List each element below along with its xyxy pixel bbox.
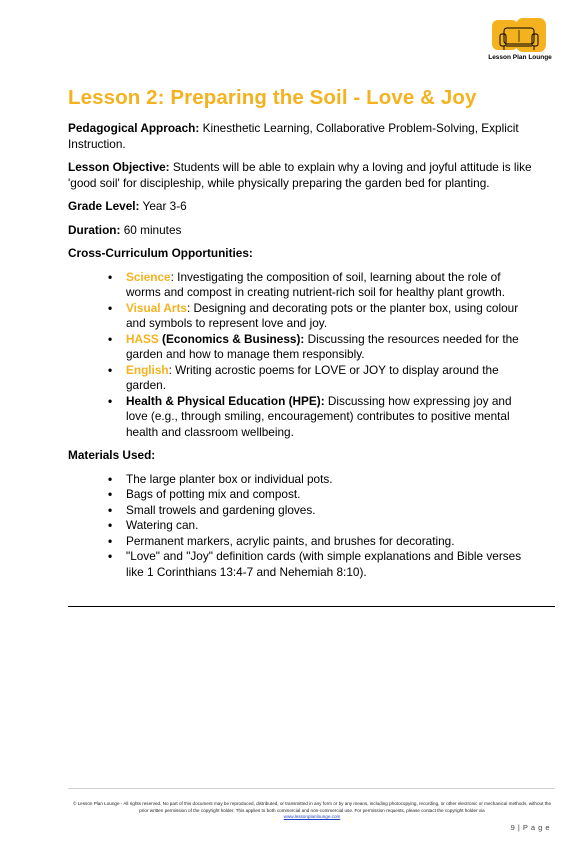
duration-paragraph [68, 223, 532, 239]
materials-heading: Materials Used: [68, 448, 156, 462]
list-item: • The large planter box or individual pots. [108, 472, 532, 488]
subject-english: English [126, 362, 169, 377]
duration-value: 60 minutes [120, 222, 182, 237]
duration-label: Duration: [68, 222, 121, 237]
page-title: Lesson 2: Preparing the Soil - Love & Joy [68, 86, 477, 109]
list-item: • Small trowels and gardening gloves. [108, 503, 532, 519]
objective-label: Lesson Objective: [68, 160, 170, 174]
subject-hass: HASS [126, 331, 159, 346]
grade-label: Grade Level: [68, 199, 140, 213]
copyright-text: © Lesson Plan Lounge - All rights reserved. No part of this document may be reproduced, distributed, or transmitted in any form or by any means, including photocopying, recording, or other electronic or mechanical methods, without the prior written permission of the copyright holder. This applies to both commercial and non-commercial use. For permission requests, please contact the copyright holder via [72, 801, 552, 813]
list-item-text: : Investigating the composition of soil, learning about the role of worms and compost in creating nutrient-rich soil for healthy plant growth. [126, 269, 505, 299]
list-item [108, 394, 532, 441]
list-item: • "Love" and "Joy" definition cards (with simple explanations and Bible verses like 1 Corinthians 13:4-7 and Nehemiah 8:10). [108, 549, 532, 580]
section-divider [68, 606, 555, 607]
objective-value: Students will be able to explain why a loving and joyful attitude is like 'good soil' for discipleship, while physically preparing the garden bed for planting. [68, 160, 532, 190]
approach-value: Kinesthetic Learning, Collaborative Problem-Solving, Explicit Instruction. [68, 121, 519, 151]
logo-text: Lesson Plan Lounge [488, 54, 552, 61]
list-item [108, 301, 532, 332]
list-item: • Watering can. [108, 518, 532, 534]
list-item: • Permanent markers, acrylic paints, and brushes for decorating. [108, 534, 532, 550]
list-item-text: Discussing how expressing joy and love (e.g., through smiling, encouragement) contributes to positive mental health and classroom wellbeing. [126, 393, 512, 439]
lesson-content [68, 121, 532, 588]
list-item [108, 363, 532, 394]
materials-list [108, 472, 532, 581]
website-link[interactable]: www.lessonplanlounge.com [283, 814, 341, 819]
approach-label: Pedagogical Approach: [68, 121, 200, 135]
grade-paragraph [68, 199, 532, 215]
list-item: • Bags of potting mix and compost. [108, 487, 532, 503]
grade-value: Year 3-6 [139, 199, 187, 213]
list-item-text: : Designing and decorating pots or the planter box, using colour and symbols to represent love and joy. [126, 300, 519, 330]
objective-paragraph [68, 160, 532, 191]
page-number: 9 | P a g e [510, 823, 550, 832]
cross-curriculum-heading: Cross-Curriculum Opportunities: [68, 246, 253, 260]
subject-visual-arts: Visual Arts [126, 300, 187, 315]
copyright-notice [72, 801, 552, 821]
list-item-text: Discussing the resources needed for the garden and how to manage them responsibly. [126, 331, 519, 361]
subject-science: Science [126, 269, 171, 284]
footer-divider [68, 788, 555, 789]
approach-paragraph [68, 121, 532, 152]
subject-hpe: Health & Physical Education (HPE): [126, 393, 325, 408]
list-item [108, 332, 532, 363]
subject-hass-suffix: (Economics & Business): [158, 331, 305, 346]
list-item [108, 270, 532, 301]
cross-curriculum-list [108, 270, 532, 441]
list-item-text: : Writing acrostic poems for LOVE or JOY to display around the garden. [126, 362, 499, 392]
